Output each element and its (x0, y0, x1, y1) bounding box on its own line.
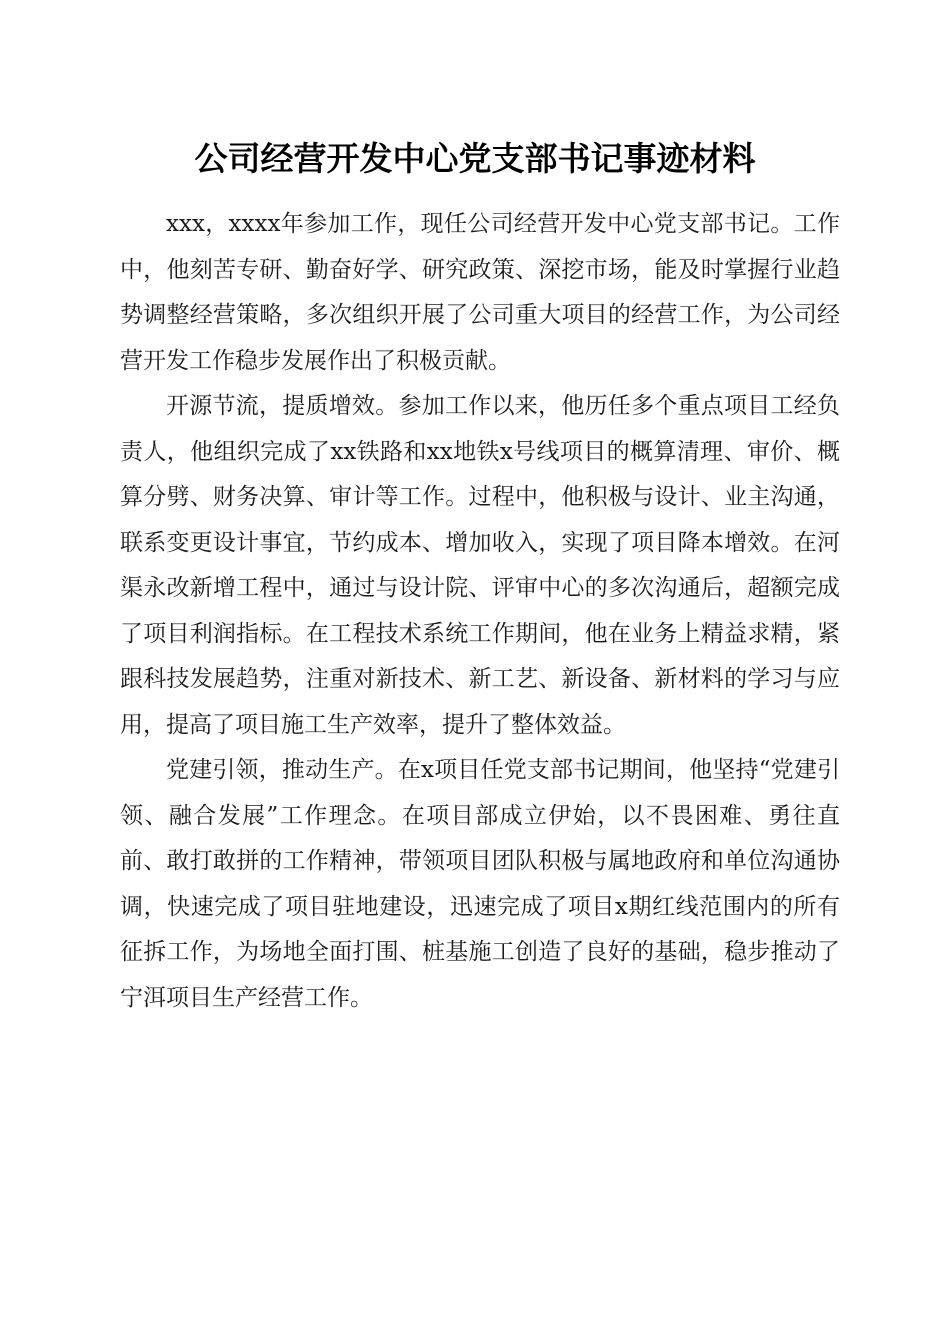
paragraph-cost-efficiency: 开源节流，提质增效。参加工作以来，他历任多个重点项目工经负责人，他组织完成了xx铁路和xx地铁x号线项目的概算清理、审价、概算分劈、财务决算、审计等工作。过程中，他积极与设计、业主沟通，联系变更设计事宜，节约成本、增加收入，实现了项目降本增效。在河渠永改新增工程中，通过与设计院、评审中心的多次沟通后，超额完成了项目利润指标。在工程技术系统工作期间，他在业务上精益求精，紧跟科技发展趋势，注重对新技术、新工艺、新设备、新材料的学习与应用，提高了项目施工生产效率，提升了整体效益。 (120, 393, 840, 738)
document-title: 公司经营开发中心党支部书记事迹材料 (194, 139, 756, 178)
paragraph-party-building: 党建引领，推动生产。在x项目任党支部书记期间，他坚持“党建引领、融合发展”工作理念。在项目部成立伊始，以不畏困难、勇往直前、敢打敢拼的工作精神，带领项目团队积极与属地政府和单位沟通协调，快速完成了项目驻地建设，迅速完成了项目x期红线范围内的所有征拆工作，为场地全面打围、桩基施工创造了良好的基础，稳步推动了宁洱项目生产经营工作。 (120, 757, 840, 1011)
document-body (120, 202, 840, 1021)
paragraph-intro: xxx，xxxx年参加工作，现任公司经营开发中心党支部书记。工作中，他刻苦专研、勤奋好学、研究政策、深挖市场，能及时掌握行业趋势调整经营策略，多次组织开展了公司重大项目的经营工作，为公司经营开发工作稳步发展作出了积极贡献。 (120, 211, 840, 374)
